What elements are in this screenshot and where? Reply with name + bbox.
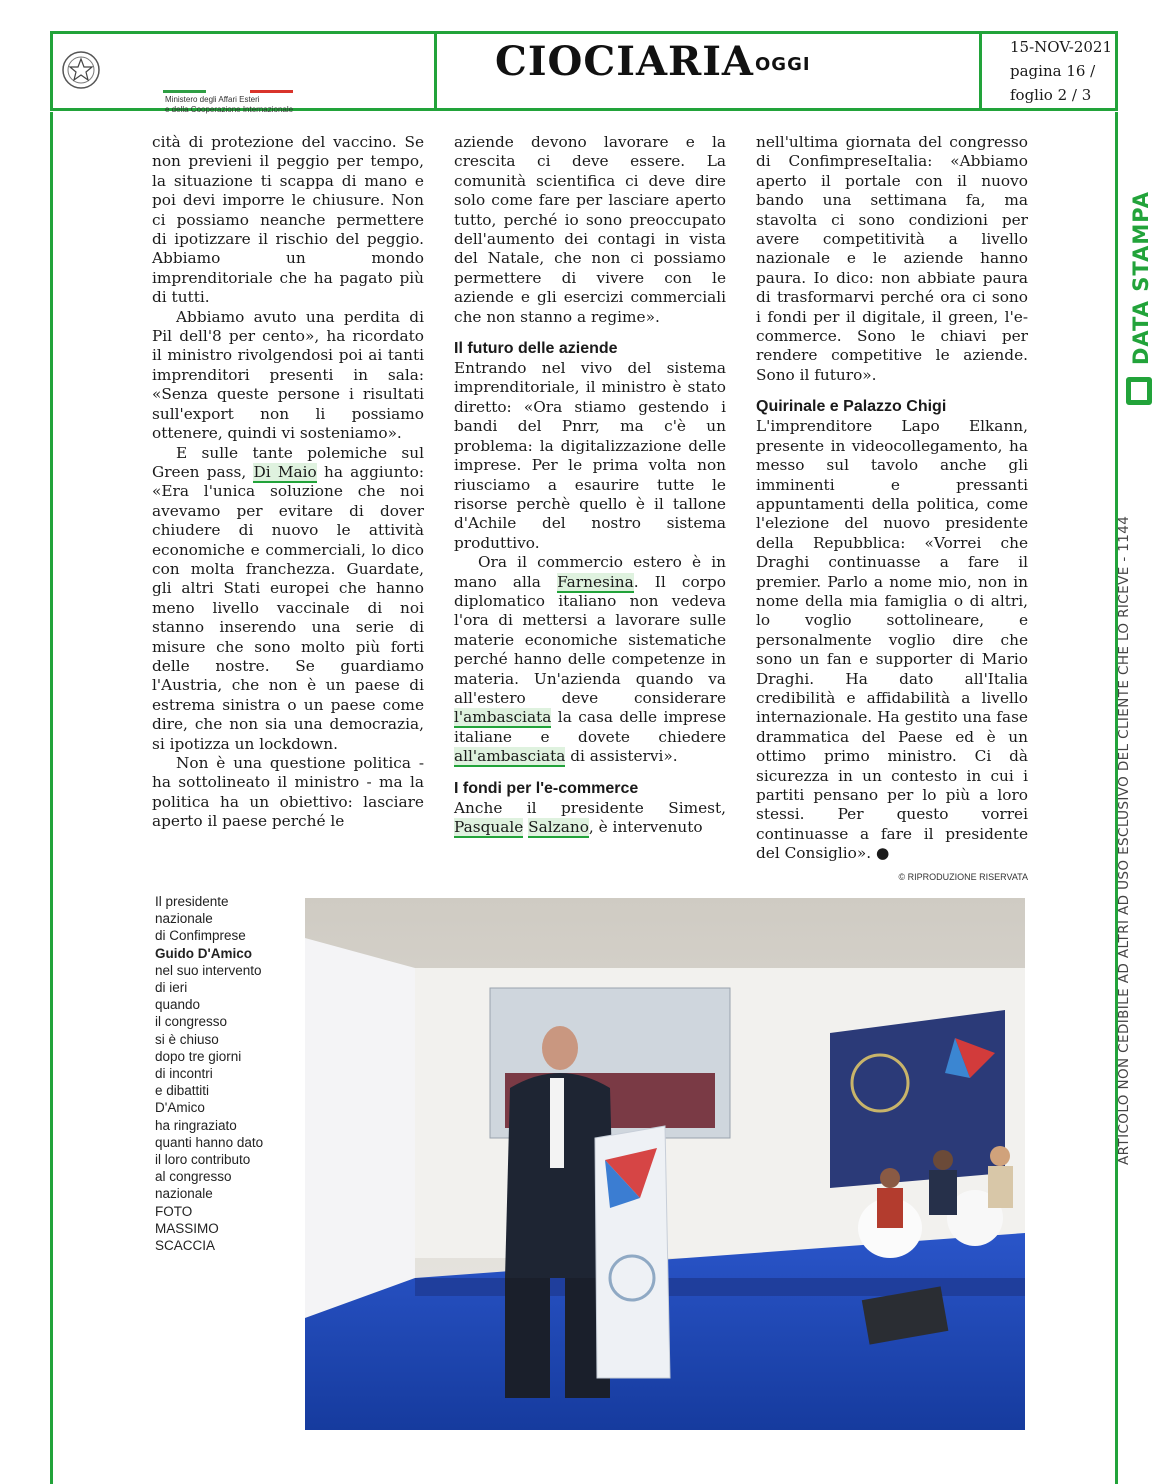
congress-photo [305,898,1025,1430]
newspaper-subtitle: OGGI [755,54,811,75]
caption-line: dopo tre giorni [155,1048,242,1064]
stamp-label: DATA STAMPA [1129,191,1153,365]
subheading: Quirinale e Palazzo Chigi [756,398,947,416]
paragraph: Abbiamo avuto una perdita di Pil dell'8 per cento», ha ricordato il ministro rivolgendosi poi ai tanti imprenditori presenti in sala: «Senza queste persone i risultati sull'export non li possiamo ottenere, quindi vi sosteniamo». [152,307,424,443]
caption-line: si è chiuso [155,1031,219,1047]
highlight-salzano: Salzano [528,818,589,836]
clipping-meta [982,34,1115,108]
paragraph: Anche il presidente Simest, Pasquale Salzano, è intervenuto [454,798,726,836]
caption-line: SCACCIA [155,1238,216,1254]
caption-line: D'Amico [155,1100,205,1116]
caption-line: di Confimprese [155,928,246,944]
clipping-page: pagina 16 / [1010,62,1096,80]
subheading: I fondi per l'e-commerce [454,779,639,797]
caption-line: quanti hanno dato [155,1134,264,1150]
caption-line: FOTO [155,1203,193,1219]
caption-line: nel suo intervento [155,962,262,978]
congress-photo-illustration [305,898,1025,1430]
caption-line: nazionale [155,1186,213,1202]
copyright-note: © RIPRODUZIONE RISERVATA [898,871,1028,882]
paragraph: Entrando nel vivo del sistema imprenditoriale, il ministro è stato diretto: «Ora stiamo gestendo i bandi del Pnrr, ma c'è un problema: la digitalizzazione delle imprese. Per le prima volta non riusciamo a esaurire tutte le risorse perchè quello è il tallone d'Achile del nostro sistema produttivo. [454,359,726,552]
ministry-logo-box [53,34,437,114]
paragraph: L'imprenditore Lapo Elkann, presente in videocollegamento, ha messo sul tavolo anche gli imminenti e pressanti appuntamenti della politica, come l'elezione del nuovo presidente della Repubblica: «Vorrei che Draghi continuasse a fare il premier. Parlo a nome mio, non in nome della mia famiglia o di altri, lo voglio sottolineare, e personalmente voglio dire che sono un fan e supporter di Mario Draghi. Ha dato all'Italia credibilità e affidabilità a livello internazionale. Ha gestito una fase drammatica del Paese ed è un ottimo primo ministro. Ci dà sicurezza in un contesto in cui i partiti pensano per lo più a loro stessi. Per questo vorrei continuasse a fare il presidente del Consiglio». ● [756,417,1028,863]
highlight-farnesina: Farnesina [557,572,634,591]
ministry-line-2: e della Cooperazione Internazionale [165,105,294,114]
clipping-sheet: foglio 2 / 3 [1010,86,1092,104]
paragraph: nell'ultima giornata del congresso di ConfimpreseItalia: «Abbiamo aperto il portale con il nuovo bando una settimana fa, ma stavolta ci sono condizioni per avere competitività a livello nazionale e le aziende hanno paura. Io dico: non abbiate paura di trasformarvi perché ora ci sono i fondi per il digitale, il green, l'e-commerce. Sono le chiavi per rendere competitive le aziende. Sono il futuro». [756,133,1028,384]
newspaper-title: CIOCIARIA [495,38,754,85]
caption-line: di ieri [155,980,188,996]
clipping-date: 15-NOV-2021 [1010,38,1113,56]
highlight-pasquale: Pasquale [454,818,524,836]
clipping-header [50,31,1118,114]
caption-line: il loro contributo [155,1152,251,1168]
caption-line: il congresso [155,1014,228,1030]
highlight-di-maio: Di Maio [253,462,317,481]
flag-line [163,90,293,93]
paragraph: Non è una questione politica - ha sottolineato il ministro - ma la politica ha un obiettivo: lasciare aperto il paese perché le [152,754,424,831]
paragraph: Ora il commercio estero è in mano alla Farnesina. Il corpo diplomatico italiano non vedeva l'ora di mettersi a lavorare sulle materie economiche sistematiche perché hanno delle competenze in materia. Un'azienda quando va all'estero deve considerare l'ambasciata la casa delle imprese italiane e dovete chiedere all'ambasciata di assistervi». [454,553,726,766]
highlight-ambasciata: all'ambasciata [454,747,566,766]
caption-line: Il presidente [155,894,229,909]
stamp-box-icon [1126,377,1152,405]
newspaper-box [437,34,982,108]
caption-line: ha ringraziato [155,1117,237,1133]
article-column-1 [152,133,424,832]
article-column-3 [756,133,1028,887]
caption-line: MASSIMO [155,1220,219,1236]
data-stampa-stamp [1121,191,1161,405]
side-legal-note: ARTICOLO NON CEDIBILE AD ALTRI AD USO ESCLUSIVO DEL CLIENTE CHE LO RICEVE - 1144 [1116,515,1132,1165]
caption-line: al congresso [155,1169,232,1185]
caption-line: quando [155,997,201,1013]
caption-line: e dibattiti [155,1083,210,1099]
paragraph: cità di protezione del vaccino. Se non previeni il peggio per tempo, la situazione ti scappa di mano e poi devi imporre le chiusure. Non ci possiamo neanche permettere di ipotizzare il rischio del peggio. Abbiamo un mondo imprenditoriale che ha pagato più di tutti. [152,133,424,307]
article-column-2 [454,133,726,837]
ministry-line-1: Ministero degli Affari Esteri [165,95,260,104]
highlight-ambasciata: l'ambasciata [454,708,552,727]
photo-caption [155,893,295,1254]
paragraph: E sulle tante polemiche sul Green pass, Di Maio ha aggiunto: «Era l'unica soluzione che noi avevamo per evitare di dover chiudere di nuovo le attività economiche e commerciali, lo dico con molta franchezza. Guardate, gli altri Stati europei che hanno meno livello vaccinale di noi stanno inserendo una serie di misure che sono molto più forti delle nostre. Se guardiamo l'Austria, che non è un paese di estrema sinistra o un paese come dire, che non sia una democrazia, si ipotizza un lockdown. [152,443,424,753]
caption-line: nazionale [155,911,213,927]
paragraph: aziende devono lavorare e la crescita ci deve essere. La comunità scientifica ci deve dire solo come fare per lasciare aperto tutto, perché io sono preoccupato dell'aumento dei contagi in vista del Natale, che non ci possiamo permettere di vivere con le aziende e gli esercizi commerciali che non stanno a regime». [454,133,726,326]
caption-name: Guido D'Amico [155,945,252,961]
caption-line: di incontri [155,1066,213,1082]
italian-emblem-icon [61,50,101,90]
subheading: Il futuro delle aziende [454,340,618,358]
